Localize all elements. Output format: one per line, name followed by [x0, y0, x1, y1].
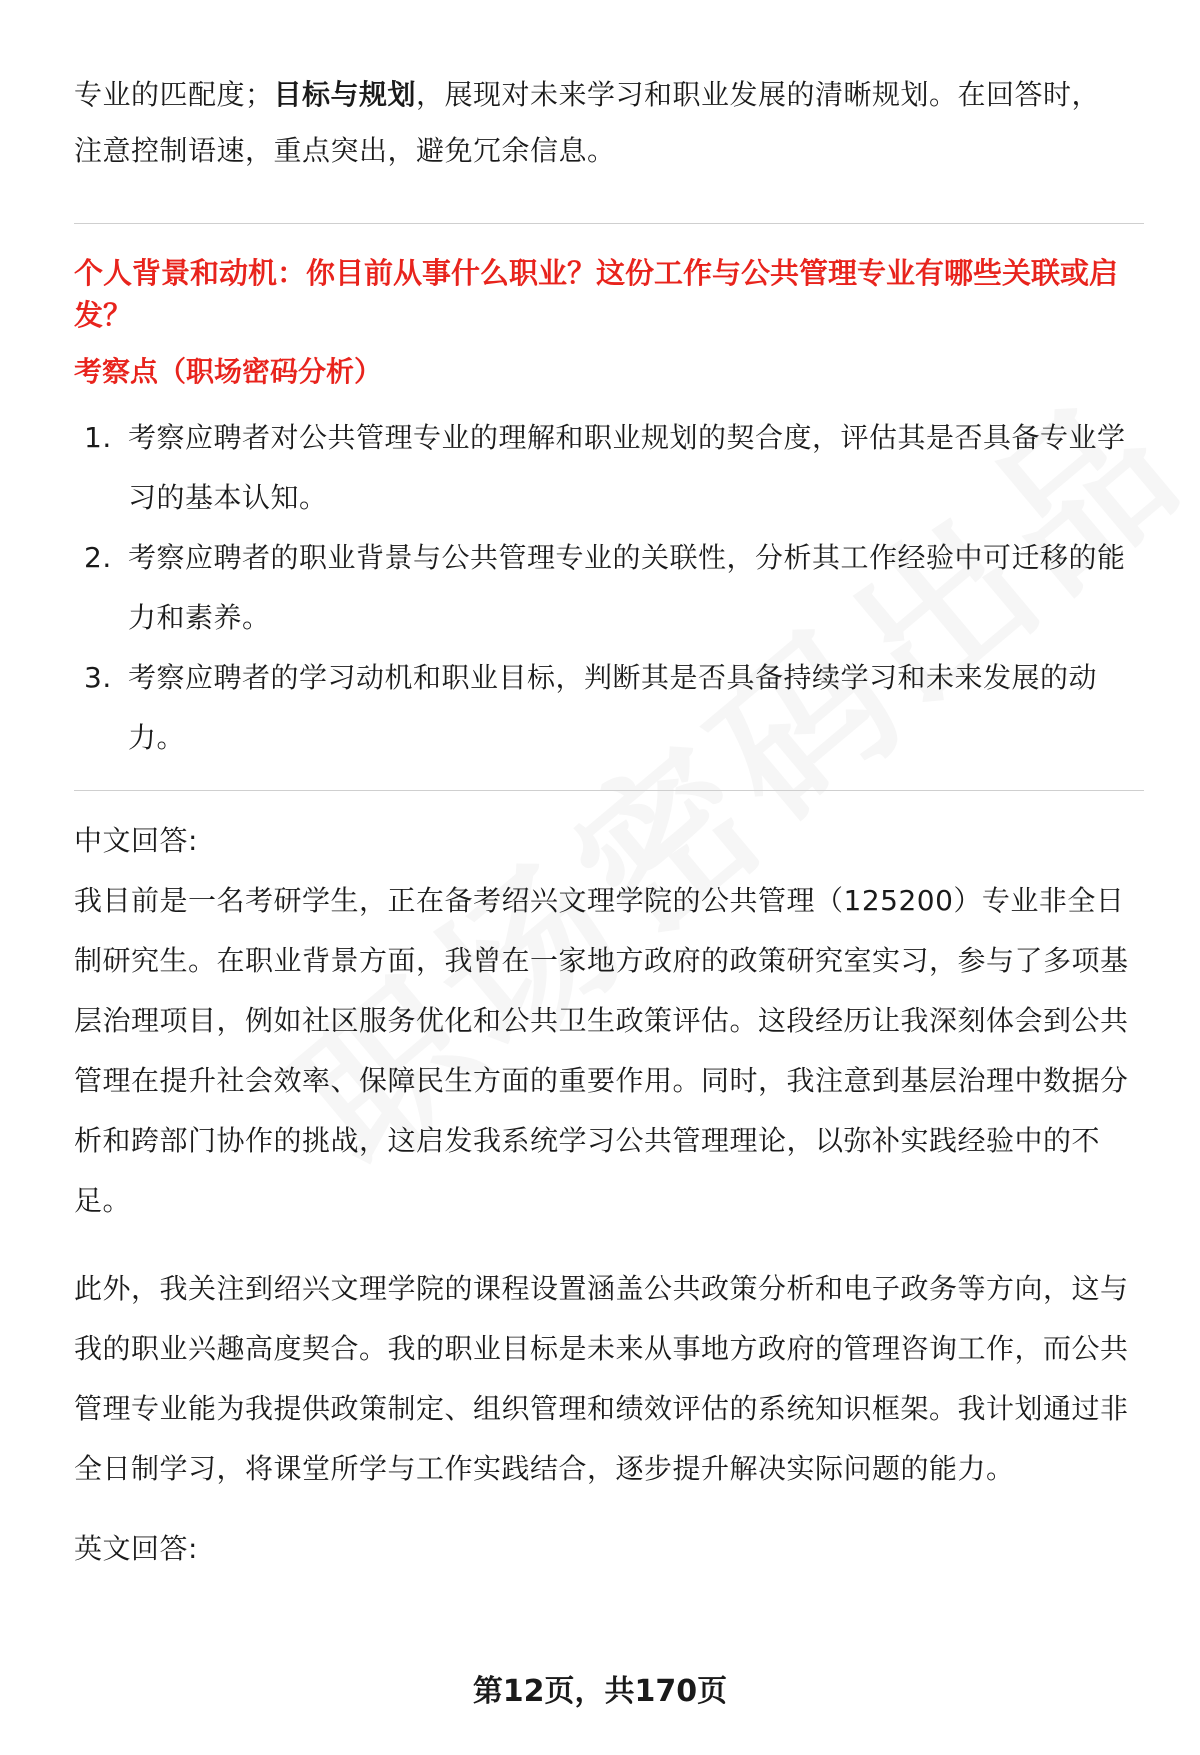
- page-footer: 第12页，共170页: [472, 1674, 728, 1709]
- list-item: 1. 考察应聘者对公共管理专业的理解和职业规划的契合度，评估其是否具备专业学习的基本认知。: [84, 421, 1126, 514]
- intro-paragraph: [74, 67, 1154, 179]
- en-answer-label: 英文回答:: [74, 1532, 198, 1565]
- intro-text-a: 专业的匹配度；: [74, 78, 274, 111]
- document-page: [74, 0, 1154, 1579]
- points-list: [74, 408, 1144, 768]
- question-title: 个人背景和动机：你目前从事什么职业？这份工作与公共管理专业有哪些关联或启发？: [74, 256, 1119, 332]
- list-item: 2. 考察应聘者的职业背景与公共管理专业的关联性，分析其工作经验中可迁移的能力和素养。: [84, 541, 1126, 634]
- points-heading: 考察点（职场密码分析）: [74, 355, 383, 388]
- intro-text-c: 注意控制语速，重点突出，避免冗余信息。: [74, 134, 616, 167]
- list-item: 3. 考察应聘者的学习动机和职业目标，判断其是否具备持续学习和未来发展的动力。: [84, 661, 1098, 754]
- intro-bold: 目标与规划: [273, 78, 417, 111]
- intro-text-b: ，展现对未来学习和职业发展的清晰规划。在回答时，: [416, 78, 1101, 111]
- cn-answer-paragraph-1: 我目前是一名考研学生，正在备考绍兴文理学院的公共管理（125200）专业非全日制研究生。在职业背景方面，我曾在一家地方政府的政策研究室实习，参与了多项基层治理项目，例如社区服务优化和公共卫生政策评估。这段经历让我深刻体会到公共管理在提升社会效率、保障民生方面的重要作用。同时，我注意到基层治理中数据分析和跨部门协作的挑战，这启发我系统学习公共管理理论，以弥补实践经验中的不足。: [74, 884, 1129, 1217]
- cn-answer-label: 中文回答:: [74, 824, 198, 857]
- cn-answer-paragraph-2: 此外，我关注到绍兴文理学院的课程设置涵盖公共政策分析和电子政务等方向，这与我的职业兴趣高度契合。我的职业目标是未来从事地方政府的管理咨询工作，而公共管理专业能为我提供政策制定、组织管理和绩效评估的系统知识框架。我计划通过非全日制学习，将课堂所学与工作实践结合，逐步提升解决实际问题的能力。: [74, 1272, 1129, 1485]
